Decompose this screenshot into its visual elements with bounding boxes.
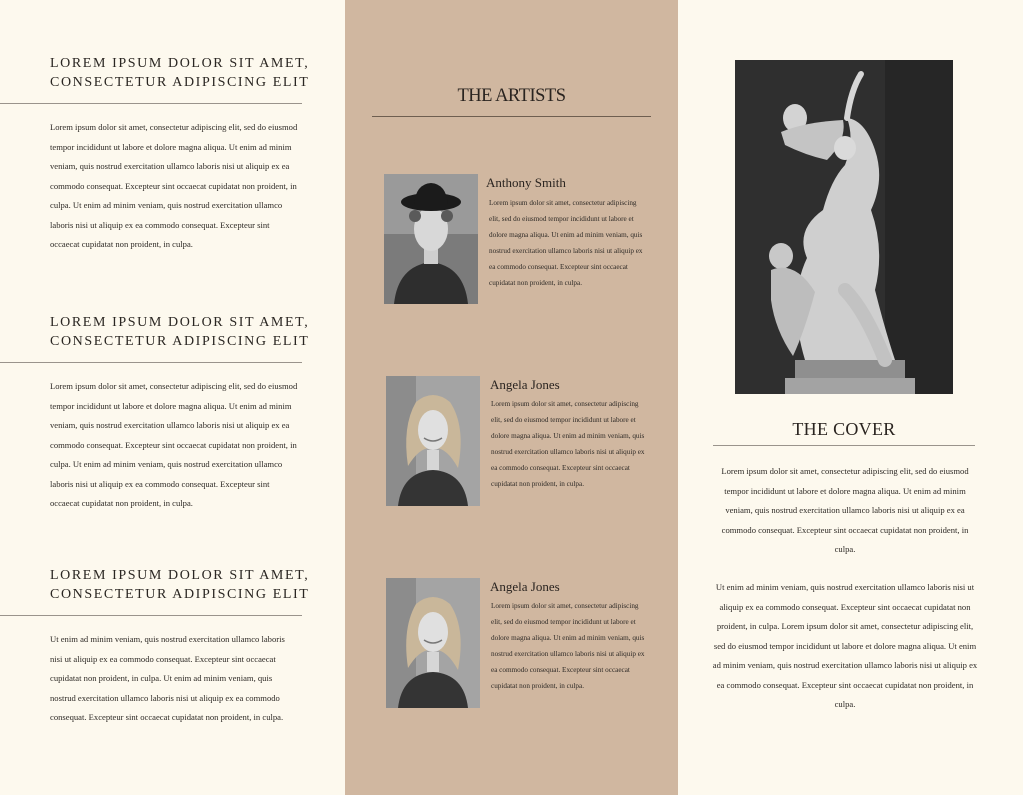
artist-card	[384, 174, 664, 324]
artist-card	[386, 578, 666, 728]
section-heading: LOREM IPSUM DOLOR SIT AMET, CONSECTETUR ADIPISCING ELIT	[50, 315, 310, 349]
artist-bio: Lorem ipsum dolor sit amet, consectetur adipiscing elit, sed do eiusmod tempor incididunt ut labore et dolore magna aliqua. Ut enim ad minim veniam, quis nostrud exercitation ullamco laboris nisi ut aliquip ex ea commodo consequat. Excepteur sint occaecat cupidatat non proident, in culpa.	[491, 400, 645, 488]
artists-divider	[372, 116, 651, 117]
artist-bio: Lorem ipsum dolor sit amet, consectetur adipiscing elit, sed do eiusmod tempor incididunt ut labore et dolore magna aliqua. Ut enim ad minim veniam, quis nostrud exercitation ullamco laboris nisi ut aliquip ex ea commodo consequat. Excepteur sint occaecat cupidatat non proident, in culpa.	[489, 199, 643, 287]
portrait-man-hat-icon	[384, 174, 478, 304]
statue-sculpture-icon	[735, 60, 953, 394]
artist-photo	[386, 376, 480, 506]
cover-divider	[713, 445, 975, 446]
section-divider	[0, 103, 302, 104]
portrait-woman-icon	[386, 376, 480, 506]
cover-paragraph-1: Lorem ipsum dolor sit amet, consectetur adipiscing elit, sed do eiusmod tempor incididunt ut labore et dolore magna aliqua. Ut enim ad minim veniam, quis nostrud exercitation ullamco laboris nisi ut aliquip ex ea commodo consequat. Excepteur sint occaecat cupidatat non proident, in culpa.	[721, 466, 969, 554]
cover-image	[735, 60, 953, 394]
section-body: Ut enim ad minim veniam, quis nostrud exercitation ullamco laboris nisi ut aliquip ex ea commodo consequat. Excepteur sint occaecat cupidatat non proident, in culpa. Ut enim ad minim veniam, quis nostrud exercitation ullamco laboris nisi ut aliquip ex ea commodo consequat. Excepteur sint occaecat cupidatat non proident, in culpa.	[50, 634, 285, 722]
left-section-2	[0, 313, 345, 514]
artist-photo	[384, 174, 478, 304]
section-divider	[0, 615, 302, 616]
section-heading: LOREM IPSUM DOLOR SIT AMET, CONSECTETUR ADIPISCING ELIT	[50, 56, 310, 90]
artists-title: THE ARTISTS	[457, 86, 566, 106]
section-body: Lorem ipsum dolor sit amet, consectetur adipiscing elit, sed do eiusmod tempor incididunt ut labore et dolore magna aliqua. Ut enim ad minim veniam, quis nostrud exercitation ullamco laboris nisi ut aliquip ex ea commodo consequat. Excepteur sint occaecat cupidatat non proident, in culpa. Ut enim ad minim veniam, quis nostrud exercitation ullamco laboris nisi ut aliquip ex ea commodo consequat. Excepteur sint occaecat cupidatat non proident, in culpa.	[50, 122, 298, 249]
portrait-woman-icon	[386, 578, 480, 708]
artist-card	[386, 376, 666, 526]
cover-title: THE COVER	[792, 419, 896, 439]
artist-name: Angela Jones	[490, 579, 560, 594]
section-heading: LOREM IPSUM DOLOR SIT AMET, CONSECTETUR ADIPISCING ELIT	[50, 568, 310, 602]
middle-panel	[345, 0, 678, 795]
artist-bio: Lorem ipsum dolor sit amet, consectetur adipiscing elit, sed do eiusmod tempor incididunt ut labore et dolore magna aliqua. Ut enim ad minim veniam, quis nostrud exercitation ullamco laboris nisi ut aliquip ex ea commodo consequat. Excepteur sint occaecat cupidatat non proident, in culpa.	[491, 602, 645, 690]
cover-paragraph-2: Ut enim ad minim veniam, quis nostrud exercitation ullamco laboris nisi ut aliquip ex ea commodo consequat. Excepteur sint occaecat cupidatat non proident, in culpa. Lorem ipsum dolor sit amet, consectetur adipiscing elit, sed do eiusmod tempor incididunt ut labore et dolore magna aliqua. Ut enim ad minim veniam, quis nostrud exercitation ullamco laboris nisi ut aliquip ex ea commodo consequat. Excepteur sint occaecat cupidatat non proident, in culpa.	[712, 582, 978, 709]
section-body: Lorem ipsum dolor sit amet, consectetur adipiscing elit, sed do eiusmod tempor incididunt ut labore et dolore magna aliqua. Ut enim ad minim veniam, quis nostrud exercitation ullamco laboris nisi ut aliquip ex ea commodo consequat. Excepteur sint occaecat cupidatat non proident, in culpa. Ut enim ad minim veniam, quis nostrud exercitation ullamco laboris nisi ut aliquip ex ea commodo consequat. Excepteur sint occaecat cupidatat non proident, in culpa.	[50, 381, 298, 508]
right-panel	[678, 0, 1023, 795]
left-section-3	[0, 566, 345, 728]
section-divider	[0, 362, 302, 363]
left-section-1	[0, 54, 345, 255]
left-panel	[0, 0, 345, 795]
artist-name: Anthony Smith	[486, 175, 566, 190]
artist-photo	[386, 578, 480, 708]
artist-name: Angela Jones	[490, 377, 560, 392]
